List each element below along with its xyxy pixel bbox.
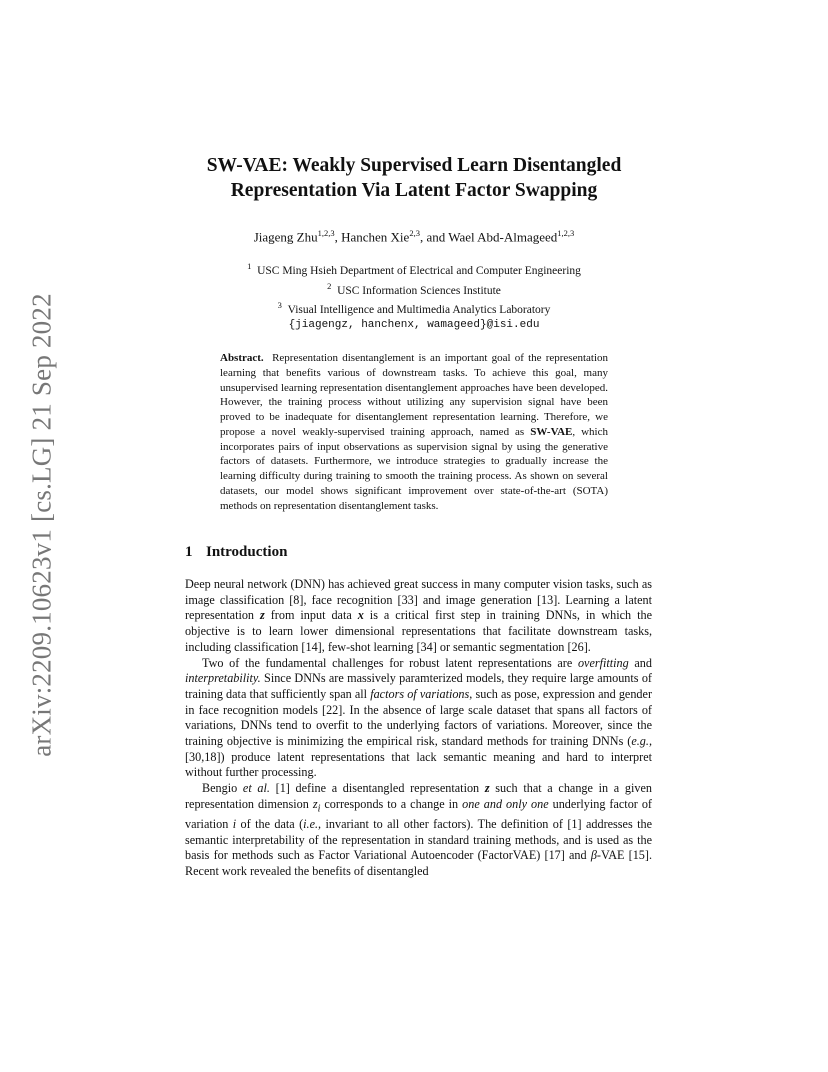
- emphasis: factors of variations: [370, 686, 470, 701]
- text-run: invariant to all other factors). The definition of [1] addresses the semantic interpretability of the representation in standard training methods, and is used as the basis for methods such as Factor Variational Autoencoder (FactorVAE) [17] and: [185, 816, 652, 863]
- abstract: [220, 351, 608, 513]
- affiliation-number: 3: [277, 300, 282, 311]
- author-separator: ,: [334, 229, 342, 245]
- title-line-1: SW-VAE: Weakly Supervised Learn Disentangled: [206, 155, 622, 176]
- emphasis: interpretability.: [185, 671, 261, 686]
- emphasis: e.g.,: [631, 734, 652, 749]
- affiliation-number: 1: [247, 261, 252, 271]
- math-symbol: i: [232, 816, 237, 831]
- emphasis: i.e.,: [303, 816, 322, 831]
- author-name: Wael Abd-Almageed: [448, 229, 558, 245]
- section-title: Introduction: [206, 544, 288, 560]
- section-heading: [185, 544, 287, 561]
- affiliation-item: [150, 298, 678, 318]
- affiliation-number: 2: [327, 280, 332, 291]
- affiliation-text: Visual Intelligence and Multimedia Analytics Laboratory: [287, 304, 551, 317]
- author-name: Hanchen Xie: [341, 229, 410, 245]
- affiliation-list: [150, 259, 678, 333]
- author-affiliation-marker: 2,3: [409, 228, 420, 238]
- text-run: , such as pose, expression and gender in face recognition models [22]. In the absence of large scale dataset that spans all factors of variations, DNNs tend to overfit to the underlying factors of variations. Moreover, since the training objective is minimizing the empirical risk, standard methods for training DNNs (: [185, 686, 652, 749]
- author-name: Jiageng Zhu: [253, 229, 318, 245]
- emphasis: et al.: [242, 781, 270, 796]
- affiliation-item: [150, 279, 678, 299]
- affiliation-item: [150, 259, 678, 279]
- author-affiliation-marker: 1,2,3: [557, 228, 575, 238]
- author-separator: , and: [419, 229, 449, 245]
- arxiv-sidebar: [22, 290, 62, 760]
- text-run: Two of the fundamental challenges for robust latent representations are: [202, 655, 578, 670]
- title-line-2: Representation Via Latent Factor Swapping: [230, 180, 598, 201]
- abstract-label: Abstract.: [220, 352, 264, 364]
- math-symbol: x: [357, 608, 364, 623]
- affiliation-text: USC Ming Hsieh Department of Electrical and Computer Engineering: [257, 264, 581, 277]
- text-run: underlying factor of variation: [185, 796, 652, 831]
- author-affiliation-marker: 1,2,3: [317, 228, 335, 238]
- math-subscript: i: [317, 803, 321, 815]
- math-symbol: β: [590, 848, 597, 863]
- author-emails: {jiagengz, hanchenx, wamageed}@isi.edu: [288, 318, 540, 331]
- text-run: [30,18]) produce latent representations that lack semantic meaning and hard to interpret without further processing.: [185, 749, 652, 780]
- text-run: and: [628, 655, 652, 670]
- section-number: 1: [185, 544, 193, 560]
- text-run: Deep neural network (DNN) has achieved great success in many computer vision tasks, such as image classification [8], face recognition [33] and image generation [13]. Learning a latent representation: [185, 577, 652, 623]
- text-run: corresponds to a change in: [320, 796, 463, 811]
- author-list: [150, 228, 678, 245]
- paragraph-2: [185, 656, 652, 782]
- abstract-model-name: SW-VAE: [530, 425, 573, 438]
- text-run: Bengio: [202, 781, 243, 796]
- emphasis: overfitting: [577, 655, 629, 670]
- paragraph-1: [185, 577, 652, 656]
- abstract-text-2: , which incorporates pairs of input observations as supervision signal by using the generative factors of datasets. Furthermore, we introduce strategies to gradually increase the learning difficulty during training to smooth the training process. As shown on several datasets, our model shows significant improvement over state-of-the-art (SOTA) methods on representation disentanglement tasks.: [220, 425, 608, 512]
- text-run: is a critical first step in training DNNs, in which the objective is to learn lower dimensional representations that facilitate downstream tasks, including classification [14], few-shot learning [34] or semantic segmentation [26].: [185, 608, 652, 654]
- text-run: of the data (: [236, 816, 304, 831]
- affiliation-text: USC Information Sciences Institute: [337, 284, 501, 297]
- text-run: Since DNNs are massively paramterized models, they require large amounts of training data that sufficiently span all: [185, 671, 652, 701]
- abstract-text-1: Representation disentanglement is an important goal of the representation learning that benefits various of downstream tasks. To achieve this goal, many unsupervised learning representation disentanglement approaches have been developed. However, the training process without utilizing any supervision signal have been proved to be inadequate for disentanglement representation learning. Therefore, we propose a novel weakly-supervised training approach, named as: [220, 352, 609, 438]
- math-symbol: z: [312, 796, 318, 811]
- emphasis: one and only one: [462, 796, 549, 811]
- text-run: from input data: [264, 608, 358, 623]
- paper-title: [150, 153, 678, 203]
- paragraph-3: [185, 781, 652, 880]
- text-run: [1] define a disentangled representation: [269, 781, 485, 796]
- text-run: such that a change in a given representation dimension: [185, 781, 652, 811]
- text-run: -VAE [15]. Recent work revealed the benefits of disentangled: [185, 848, 652, 879]
- arxiv-identifier: arXiv:2209.10623v1 [cs.LG] 21 Sep 2022: [26, 293, 57, 757]
- math-symbol: z: [260, 608, 265, 623]
- math-symbol: z: [484, 781, 490, 796]
- section-body: [185, 577, 652, 880]
